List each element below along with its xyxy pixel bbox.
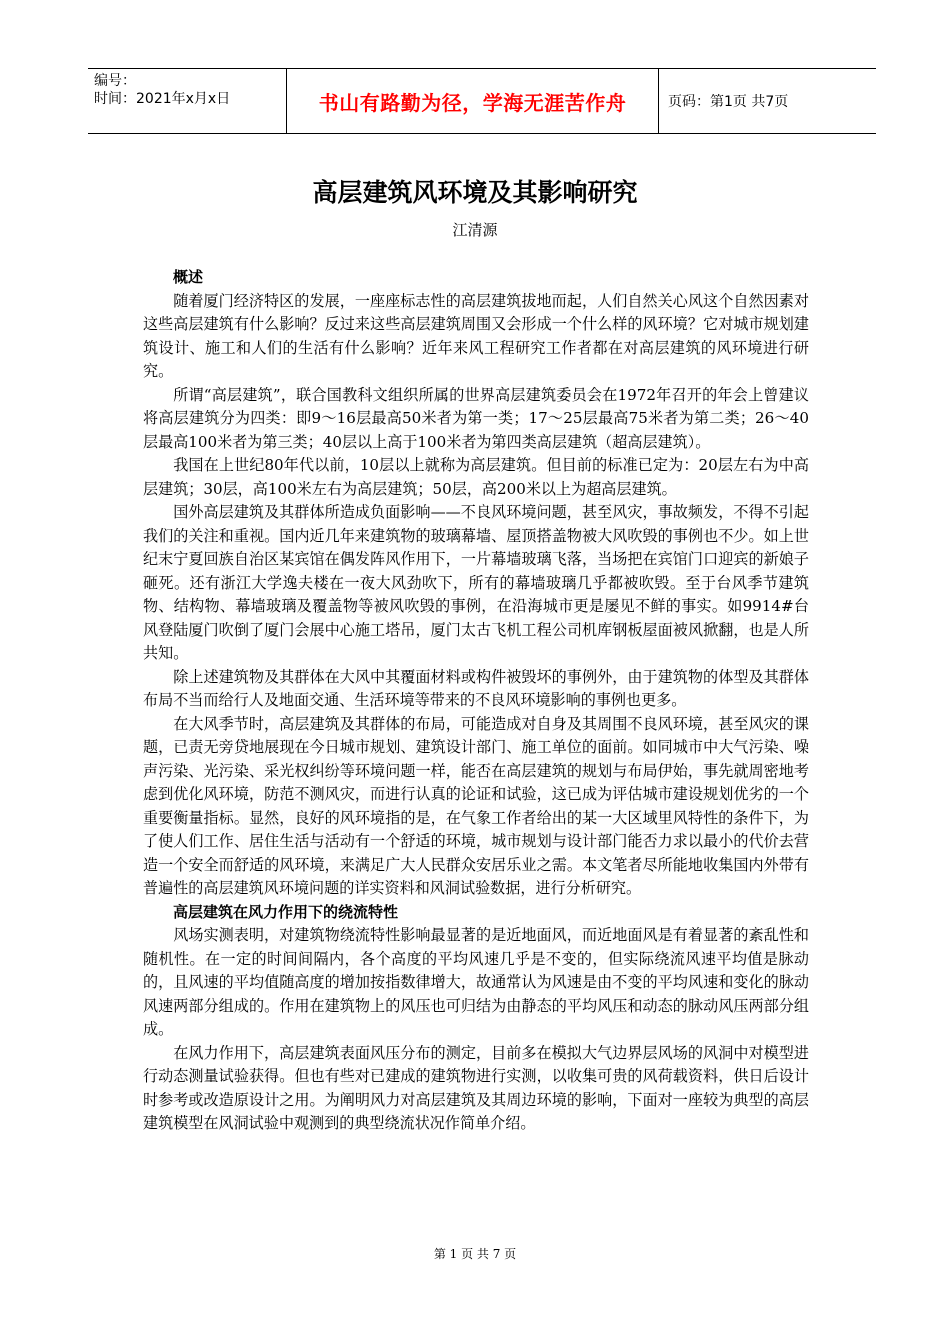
paragraph: 风场实测表明，对建筑物绕流特性影响最显著的是近地面风，而近地面风是有着显著的紊乱性和随机性。在一定的时间间隔内，各个高度的平均风速几乎是不变的，但实际绕流风速平均值是脉动的，且风速的平均值随高度的增加按指数律增大，故通常认为风速是由不变的平均风速和变化的脉动风速两部分组成的。作用在建筑物上的风压也可归结为由静态的平均风压和动态的脉动风压两部分组成。 <box>143 926 809 1038</box>
paragraph: 除上述建筑物及其群体在大风中其覆面材料或构件被毁坏的事例外，由于建筑物的体型及其群体布局不当而给行人及地面交通、生活环境等带来的不良风环境影响的事例也更多。 <box>143 667 809 709</box>
document-body <box>143 266 809 1136</box>
page-footer: 第 1 页 共 7 页 <box>433 1247 517 1261</box>
section-heading-overview: 概述 <box>173 268 204 286</box>
document-author: 江清源 <box>452 221 498 239</box>
section-heading-flow: 高层建筑在风力作用下的绕流特性 <box>173 902 399 921</box>
paragraph: 在风力作用下，高层建筑表面风压分布的测定，目前多在模拟大气边界层风场的风洞中对模型进行动态测量试验获得。但也有些对已建成的建筑物进行实测，以收集可贵的风荷载资料，供日后设计时参考或改造原设计之用。为阐明风力对高层建筑及其周边环境的影响，下面对一座较为典型的高层建筑模型在风洞试验中观测到的典型绕流状况作简单介绍。 <box>143 1043 809 1132</box>
document-title: 高层建筑风环境及其影响研究 <box>312 178 638 207</box>
document-time-label: 时间：2021年x月x日 <box>94 91 231 107</box>
header-page-info: 页码：第1页 共7页 <box>668 94 789 110</box>
paragraph: 国外高层建筑及其群体所造成负面影响——不良风环境问题，甚至风灾，事故频发，不得不引起我们的关注和重视。国内近几年来建筑物的玻璃幕墙、屋顶搭盖物被大风吹毁的事例也不少。如上世纪末宁夏回族自治区某宾馆在偶发阵风作用下，一片幕墙玻璃飞落，当场把在宾馆门口迎宾的新娘子砸死。还有浙江大学逸夫楼在一夜大风劲吹下，所有的幕墙玻璃几乎都被吹毁。至于台风季节建筑物、结构物、幕墙玻璃及覆盖物等被风吹毁的事例，在沿海城市更是屡见不鲜的事实。如9914#台风登陆厦门吹倒了厦门会展中心施工塔吊，厦门太古飞机工程公司机库钢板屋面被风掀翻，也是人所共知。 <box>143 503 809 662</box>
page-header <box>88 68 876 134</box>
header-meta <box>88 69 286 133</box>
paragraph: 在大风季节时，高层建筑及其群体的布局，可能造成对自身及其周围不良风环境，甚至风灾的课题，已责无旁贷地展现在今日城市规划、建筑设计部门、施工单位的面前。如同城市中大气污染、噪声污染、光污染、采光权纠纷等环境问题一样，能否在高层建筑的规划与布局伊始，事先就周密地考虑到优化风环境，防范不测风灾，而进行认真的论证和试验，这已成为评估城市建设规划优劣的一个重要衡量指标。显然，良好的风环境指的是，在气象工作者给出的某一大区域里风特性的条件下，为了使人们工作、居住生活与活动有一个舒适的环境，城市规划与设计部门能否力求以最小的代价去营造一个安全而舒适的风环境，来满足广大人民群众安居乐业之需。本文笔者尽所能地收集国内外带有普遍性的高层建筑风环境问题的详实资料和风洞试验数据，进行分析研究。 <box>143 714 809 897</box>
document-number-label: 编号： <box>94 73 136 89</box>
paragraph: 随着厦门经济特区的发展，一座座标志性的高层建筑拔地而起，人们自然关心风这个自然因素对这些高层建筑有什么影响？反过来这些高层建筑周围又会形成一个什么样的风环境？它对城市规划建筑设计、施工和人们的生活有什么影响？近年来风工程研究工作者都在对高层建筑的风环境进行研究。 <box>143 291 809 380</box>
header-motto: 书山有路勤为径，学海无涯苦作舟 <box>286 69 659 133</box>
paragraph: 我国在上世纪80年代以前，10层以上就称为高层建筑。但目前的标准已定为：20层左右为中高层建筑；30层，高100米左右为高层建筑；50层，高200米以上为超高层建筑。 <box>143 456 809 498</box>
paragraph: 所谓“高层建筑”，联合国教科文组织所属的世界高层建筑委员会在1972年召开的年会上曾建议将高层建筑分为四类：即9～16层最高50米者为第一类；17～25层最高75米者为第二类；26～40层最高100米者为第三类；40层以上高于100米者为第四类高层建筑（超高层建筑）。 <box>143 385 809 451</box>
